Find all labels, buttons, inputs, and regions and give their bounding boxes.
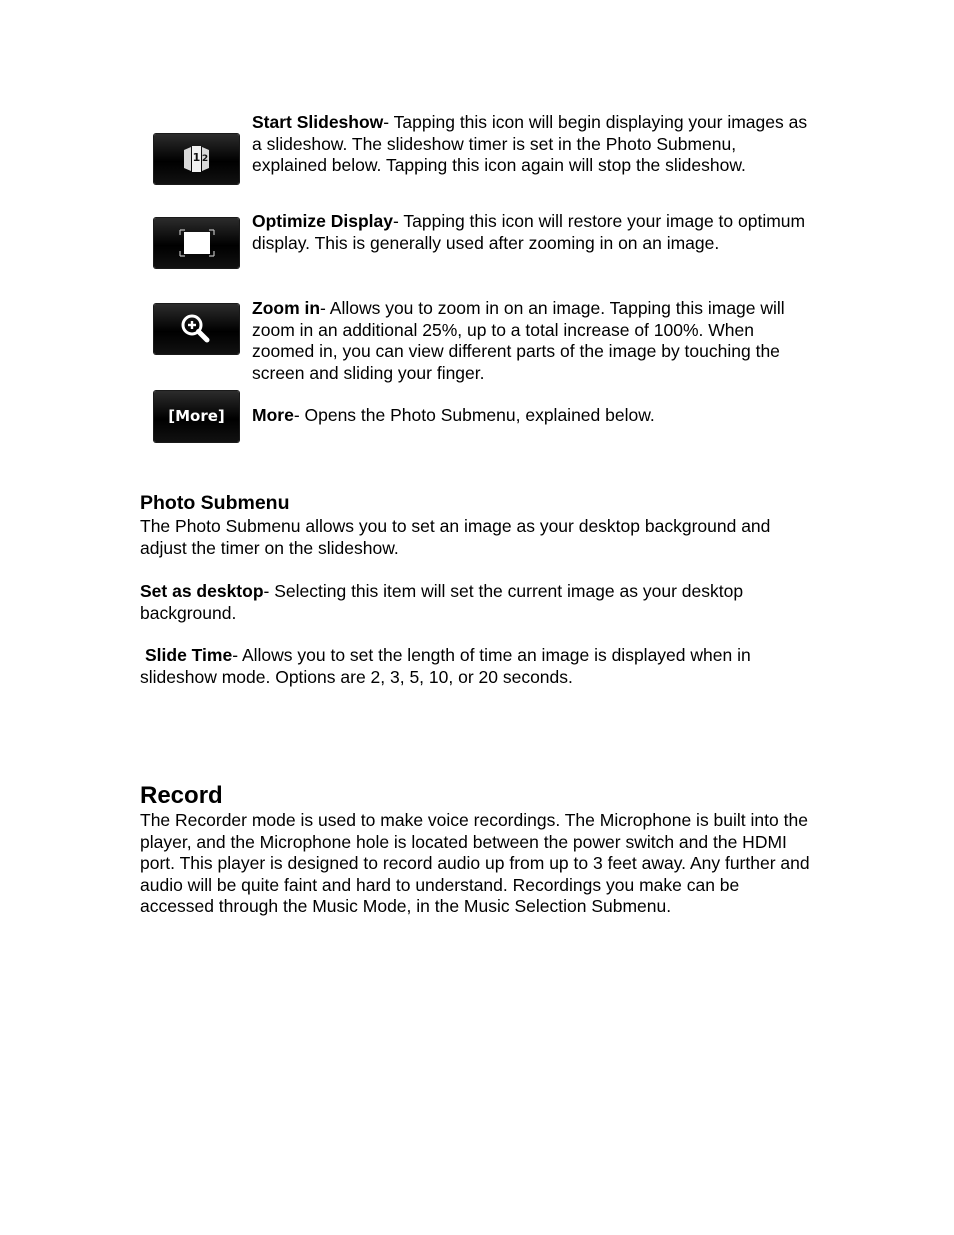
more-text: - Opens the Photo Submenu, explained below. <box>293 405 655 425</box>
zoom-in-term: Zoom in <box>252 298 321 318</box>
start-slideshow-text: - Tapping this icon will begin displaying your images as a slideshow. The slideshow timer is set in the Photo Submenu, explained below. Tapping this icon again will stop the slideshow. <box>252 112 808 176</box>
optimize-display-description <box>252 211 812 254</box>
more-term: More <box>252 405 294 425</box>
set-as-desktop-term: Set as desktop <box>140 581 264 601</box>
more-icon <box>154 391 239 442</box>
set-as-desktop-text: - Selecting this item will set the current image as your desktop background. <box>140 581 744 623</box>
svg-text:1: 1 <box>192 151 201 164</box>
optimize-display-text: - Tapping this icon will restore your image to optimum display. This is generally used after zooming in on an image. <box>252 211 806 253</box>
start-slideshow-term: Start Slideshow <box>252 112 384 132</box>
photo-submenu-heading: Photo Submenu <box>140 492 290 514</box>
record-heading: Record <box>140 782 223 809</box>
slide-time-term: Slide Time <box>145 645 233 665</box>
slide-time-description <box>140 645 820 688</box>
slide-time-text: - Allows you to set the length of time an image is displayed when in slideshow mode. Options are 2, 3, 5, 10, or 20 seconds. <box>140 645 751 687</box>
zoom-in-text: - Allows you to zoom in on an image. Tapping this image will zoom in an additional 25%, up to a total increase of 100%. When zoomed in, you can view different parts of the image by touching the screen and sliding your finger. <box>252 298 785 383</box>
zoom-in-description <box>252 298 812 384</box>
record-body: The Recorder mode is used to make voice recordings. The Microphone is built into the player, and the Microphone hole is located between the power switch and the HDMI port. This player is designed to record audio up from up to 3 feet away. Any further and audio will be quite faint and hard to understand. Recordings you make can be accessed through the Music Mode, in the Music Selection Submenu. <box>140 810 810 917</box>
photo-submenu-intro: The Photo Submenu allows you to set an image as your desktop background and adjust the timer on the slideshow. <box>140 516 771 558</box>
svg-text:2: 2 <box>201 154 209 164</box>
start-slideshow-description <box>252 112 812 177</box>
optimize-display-icon <box>154 218 239 268</box>
more-description <box>252 405 812 427</box>
set-as-desktop-description <box>140 581 820 624</box>
more-icon-label: [More] <box>168 407 225 425</box>
zoom-in-icon <box>154 304 239 354</box>
slideshow-icon <box>154 134 239 184</box>
optimize-display-term: Optimize Display <box>252 211 394 231</box>
